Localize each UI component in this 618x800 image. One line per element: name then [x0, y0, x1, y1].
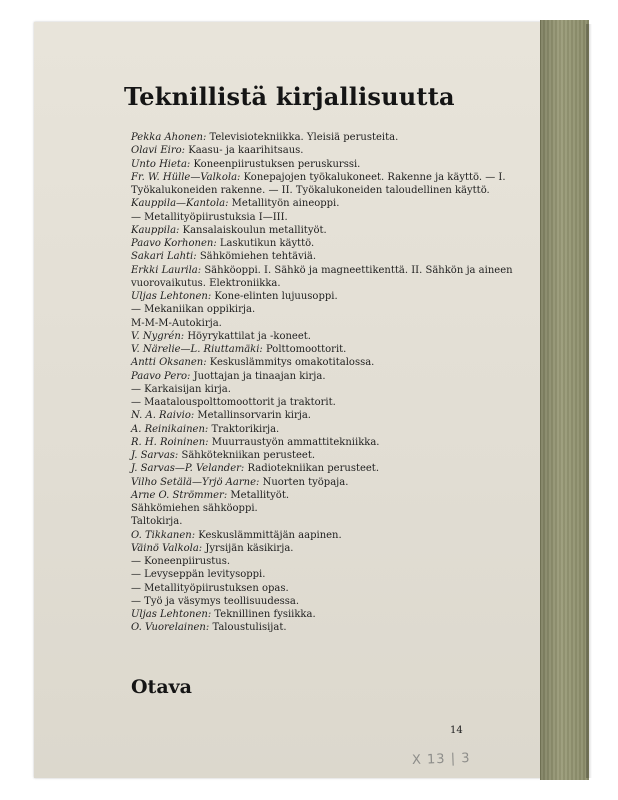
list-item	[131, 211, 531, 224]
entry-title: — Mekaniikan oppikirja.	[131, 304, 256, 316]
list-item	[131, 171, 531, 198]
page-number: 14	[450, 725, 463, 736]
entry-title: — Työ ja väsymys teollisuudessa.	[131, 595, 300, 607]
entry-title: Sähkötekniikan perusteet.	[181, 450, 316, 461]
entry-author: Väinö Valkola:	[131, 542, 203, 554]
entry-title: Traktorikirja.	[211, 423, 280, 435]
entry-author: Kauppila:	[131, 224, 180, 236]
list-item	[131, 370, 531, 383]
entry-title: Kone-elinten lujuusoppi.	[214, 291, 338, 302]
entry-author: A. Reinikainen:	[131, 423, 209, 435]
list-item	[131, 343, 531, 356]
entry-title: Metallityön aineoppi.	[231, 198, 340, 210]
entry-title: Sähköoppi. I. Sähkö ja magneettikenttä. II. Sähkön ja aineen vuorovaikutus. Elektroniikka.	[131, 264, 513, 289]
list-item	[131, 317, 531, 330]
list-item	[131, 595, 531, 608]
entry-author: Vilho Setälä—Yrjö Aarne:	[131, 476, 260, 488]
entry-title: — Koneenpiirustus.	[131, 556, 231, 567]
list-item	[131, 131, 531, 144]
list-item	[131, 158, 531, 171]
list-item	[131, 449, 531, 462]
entry-title: Kaasu- ja kaarihitsaus.	[188, 145, 304, 157]
entry-author: J. Sarvas:	[131, 450, 179, 461]
entry-title: Keskuslämmittäjän aapinen.	[198, 529, 342, 541]
entry-title: Teknillinen fysiikka.	[214, 609, 316, 620]
list-item	[131, 608, 531, 621]
entry-author: Antti Oksanen:	[131, 357, 207, 369]
entry-author: Pekka Ahonen:	[131, 132, 207, 143]
list-item	[131, 462, 531, 475]
entry-author: O. Tikkanen:	[131, 529, 196, 541]
list-item	[131, 568, 531, 581]
entry-author: Olavi Eiro:	[131, 145, 186, 157]
list-item	[131, 144, 531, 157]
entry-author: N. A. Raivio:	[131, 410, 195, 422]
entry-title: Metallityöt.	[230, 489, 290, 501]
entry-title: Metallinsorvarin kirja.	[197, 410, 311, 422]
entry-title: Keskuslämmitys omakotitalossa.	[209, 357, 375, 369]
pencil-note: X 13 | 3	[411, 750, 471, 769]
entry-author: Paavo Korhonen:	[131, 238, 217, 249]
entry-title: Laskutikun käyttö.	[219, 238, 315, 249]
entry-title: M-M-M-Autokirja.	[131, 317, 222, 329]
list-item	[131, 515, 531, 528]
list-item	[131, 224, 531, 237]
list-item	[131, 250, 531, 263]
entry-author: Uljas Lehtonen:	[131, 291, 212, 302]
list-item	[131, 356, 531, 369]
entry-title: Höyrykattilat ja -koneet.	[187, 330, 311, 342]
entry-author: Fr. W. Hülle—Valkola:	[131, 171, 241, 183]
entry-title: Muurraustyön ammattitekniikka.	[211, 436, 380, 448]
list-item	[131, 237, 531, 250]
list-item	[131, 502, 531, 515]
entry-title: Kansalaiskoulun metallityöt.	[182, 224, 327, 236]
list-item	[131, 489, 531, 502]
entry-title: Sähkömiehen sähköoppi.	[131, 503, 258, 514]
list-item	[131, 290, 531, 303]
entry-title: Televisiotekniikka. Yleisiä perusteita.	[209, 132, 399, 143]
list-item	[131, 436, 531, 449]
list-item	[131, 582, 531, 595]
entry-title: — Metallityöpiirustuksen opas.	[131, 582, 289, 594]
publisher-name: Otava	[131, 676, 192, 698]
entry-title: — Levyseppän levitysoppi.	[131, 569, 266, 581]
list-item	[131, 383, 531, 396]
entry-author: Sakari Lahti:	[131, 251, 197, 263]
entry-title: Konepajojen työkalukoneet. Rakenne ja käyttö. — I. Työkalukoneiden rakenne. — II. Työkalukoneiden taloudellinen käyttö.	[131, 171, 506, 196]
entry-author: R. H. Roininen:	[131, 436, 209, 448]
entry-title: Polttomoottorit.	[265, 344, 347, 355]
entry-author: Erkki Laurila:	[131, 264, 202, 276]
book-spine	[540, 20, 589, 780]
list-item	[131, 197, 531, 210]
list-item	[131, 555, 531, 568]
list-item	[131, 542, 531, 555]
entry-author: Kauppila—Kantola:	[131, 198, 229, 210]
entry-title: Radiotekniikan perusteet.	[247, 463, 380, 475]
cover-page	[34, 22, 542, 778]
entry-author: V. Närelie—L. Riuttamäki:	[131, 344, 263, 355]
entry-author: Uljas Lehtonen:	[131, 609, 212, 620]
entry-title: Taloustulisijat.	[212, 622, 287, 634]
entry-title: Sähkömiehen tehtäviä.	[199, 251, 317, 263]
entry-author: Unto Hieta:	[131, 158, 191, 170]
entry-author: V. Nygrén:	[131, 330, 185, 342]
entry-title: Juottajan ja tinaajan kirja.	[193, 370, 326, 382]
list-item	[131, 529, 531, 542]
list-item	[131, 409, 531, 422]
list-item	[131, 264, 531, 291]
entry-title: Nuorten työpaja.	[262, 476, 349, 488]
entry-author: Arne O. Strömmer:	[131, 489, 228, 501]
entry-title: Taltokirja.	[131, 516, 183, 528]
entry-author: O. Vuorelainen:	[131, 622, 210, 634]
list-item	[131, 423, 531, 436]
list-item	[131, 476, 531, 489]
entry-title: — Maatalouspolttomoottorit ja traktorit.	[131, 397, 336, 408]
list-item	[131, 303, 531, 316]
list-item	[131, 396, 531, 409]
book-back-cover	[34, 20, 594, 782]
entry-title: Koneenpiirustuksen peruskurssi.	[193, 158, 361, 170]
list-item	[131, 621, 531, 634]
entry-author: Paavo Pero:	[131, 370, 191, 382]
page-title: Teknillistä kirjallisuutta	[124, 82, 455, 111]
spine-shadow	[586, 24, 592, 778]
list-item	[131, 330, 531, 343]
entry-title: — Metallityöpiirustuksia I—III.	[131, 211, 288, 223]
entry-title: Jyrsijän käsikirja.	[205, 542, 294, 554]
entry-title: — Karkaisijan kirja.	[131, 383, 231, 395]
entry-author: J. Sarvas—P. Velander:	[131, 463, 245, 475]
book-list	[131, 131, 531, 635]
